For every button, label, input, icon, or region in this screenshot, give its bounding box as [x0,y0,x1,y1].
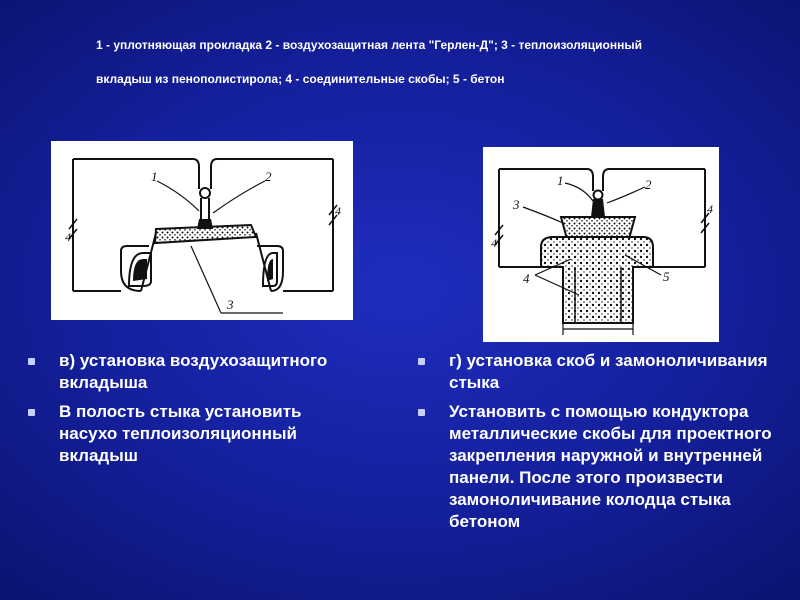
bullet-icon [418,409,425,416]
label-r-2: 2 [645,177,652,192]
legend-line-1: 1 - уплотняющая прокладка 2 - воздухозащитная лента "Герлен-Д"; 3 - теплоизоляционный [96,38,642,52]
list-item [28,401,328,467]
list-item-text: в) установка воздухозащитного вкладыша [59,351,328,392]
insulation-insert-right [561,217,635,239]
joint-drawing-left [51,141,353,320]
list-item [418,401,793,533]
label-3: 3 [227,297,234,312]
right-bullet-list [418,350,793,540]
joint-diagram-insert [51,141,353,320]
label-4-left: 4 [65,230,71,244]
list-item-text: г) установка скоб и замоноличивания стыка [449,351,768,392]
joint-diagram-concrete [483,147,719,342]
label-1: 1 [151,169,158,184]
list-item [418,350,793,394]
bullet-icon [418,358,425,365]
list-item-text: В полость стыка установить насухо теплоизоляционный вкладыш [59,402,302,465]
label-r-1: 1 [557,173,564,188]
concrete-fill [541,237,653,323]
label-r-4: 4 [523,271,530,286]
label-4-right: 4 [335,204,341,218]
label-2: 2 [265,169,272,184]
label-r-5: 5 [663,269,670,284]
list-item-text: Установить с помощью кондуктора металлические скобы для проектного закрепления наружной и внутренней панели. После этого произвести замоноличивание колодца стыка бетоном [449,402,772,531]
list-item [28,350,328,394]
joint-drawing-right [483,147,719,342]
bullet-icon [28,409,35,416]
legend-line-2: вкладыш из пенополистирола; 4 - соединительные скобы; 5 - бетон [96,72,505,86]
left-bullet-list [28,350,328,474]
label-r-4-right: 4 [707,202,713,216]
bullet-icon [28,358,35,365]
label-r-4-left: 4 [491,236,497,250]
legend-caption [96,28,736,96]
label-r-3: 3 [513,197,520,212]
